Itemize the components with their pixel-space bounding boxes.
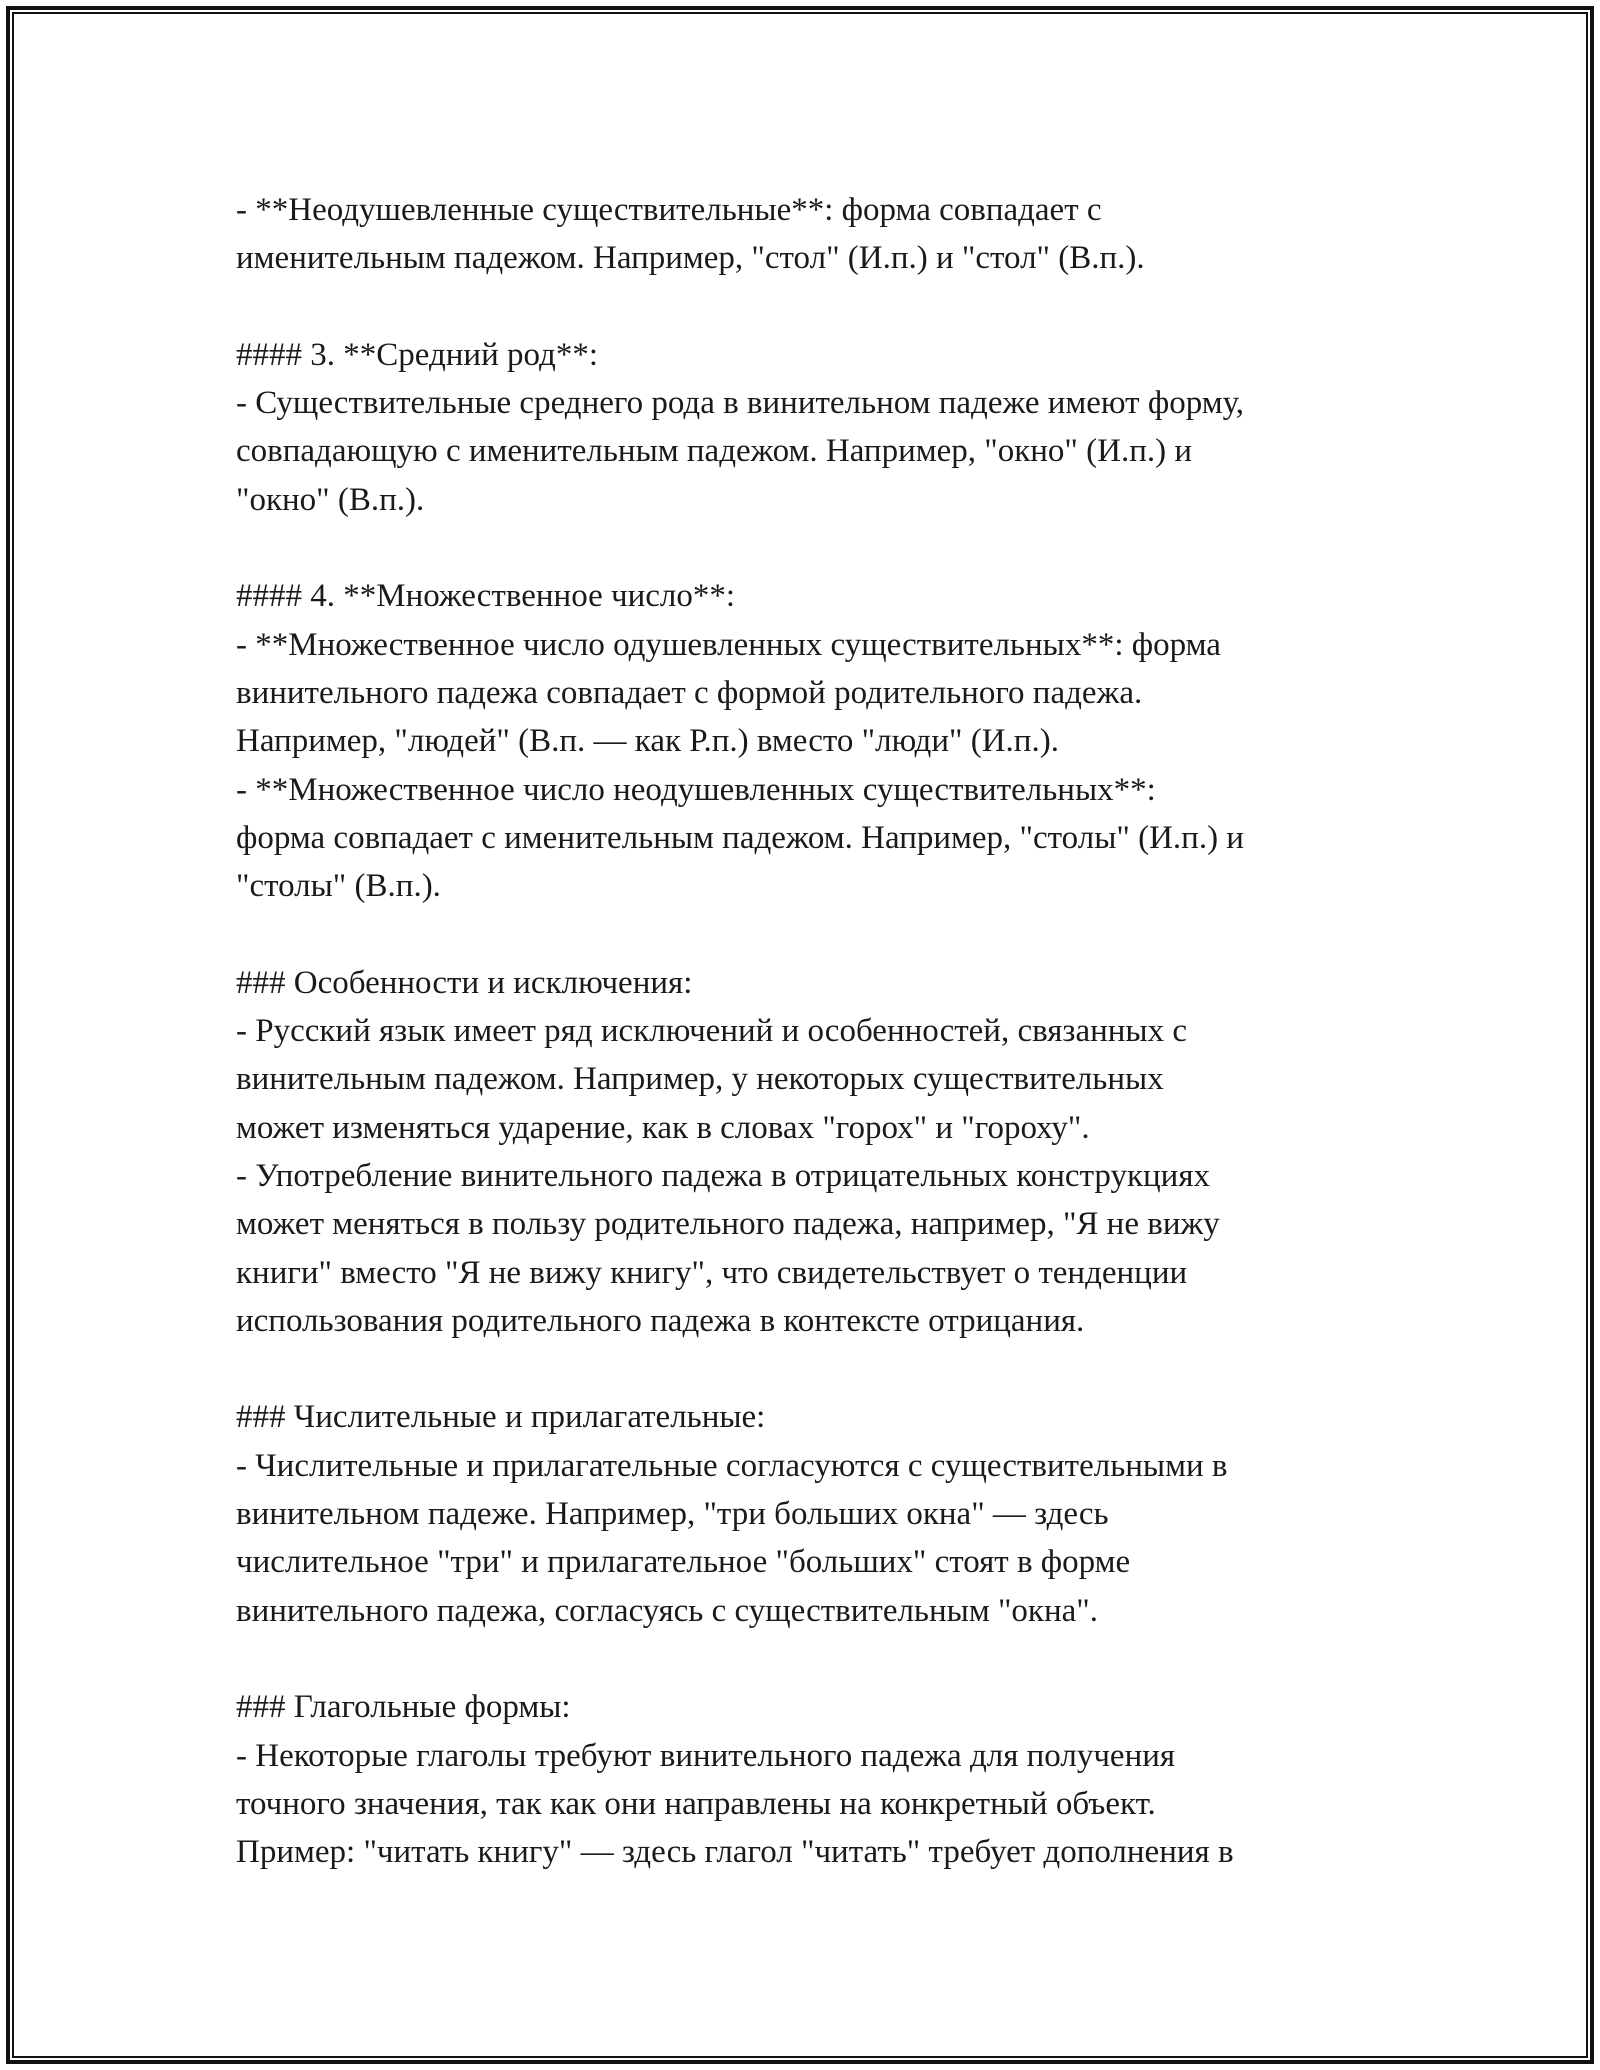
- text-line: - **Множественное число одушевленных существительных**: форма: [236, 626, 1221, 663]
- section-neuter-gender: [236, 331, 1386, 524]
- text-line: именительным падежом. Например, "стол" (И.п.) и "стол" (В.п.).: [236, 240, 1145, 277]
- document-body: [236, 186, 1386, 1925]
- text-line: книги" вместо "Я не вижу книгу", что свидетельствует о тенденции: [236, 1254, 1188, 1291]
- text-line: винительного падежа, согласуясь с существительным "окна".: [236, 1592, 1098, 1629]
- section-peculiarities: [236, 959, 1386, 1345]
- text-line: может меняться в пользу родительного падежа, например, "Я не вижу: [236, 1206, 1220, 1243]
- section-numerals-adjectives: [236, 1393, 1386, 1634]
- text-line: - Существительные среднего рода в винительном падеже имеют форму,: [236, 385, 1245, 422]
- text-line: может изменяться ударение, как в словах "горох" и "гороху".: [236, 1109, 1090, 1146]
- text-line: "окно" (В.п.).: [236, 481, 425, 518]
- section-heading: ### Глагольные формы:: [236, 1689, 571, 1726]
- text-line: совпадающую с именительным падежом. Например, "окно" (И.п.) и: [236, 433, 1193, 470]
- text-line: винительном падеже. Например, "три больших окна" — здесь: [236, 1496, 1109, 1533]
- text-line: - **Неодушевленные существительные**: форма совпадает с: [236, 192, 1102, 228]
- section-heading: ### Числительные и прилагательные:: [236, 1399, 766, 1436]
- text-line: - Русский язык имеет ряд исключений и особенностей, связанных с: [236, 1013, 1188, 1050]
- text-line: - Употребление винительного падежа в отрицательных конструкциях: [236, 1157, 1210, 1194]
- section-plural: [236, 572, 1386, 910]
- text-line: точного значения, так как они направлены на конкретный объект.: [236, 1785, 1156, 1822]
- text-line: - **Множественное число неодушевленных существительных**:: [236, 771, 1156, 808]
- text-line: Пример: "читать книгу" — здесь глагол "читать" требует дополнения в: [236, 1834, 1234, 1871]
- text-line: Например, "людей" (В.п. — как Р.п.) вместо "люди" (И.п.).: [236, 723, 1059, 760]
- text-line: винительным падежом. Например, у некоторых существительных: [236, 1061, 1164, 1098]
- paragraph-inanimate-nouns: [236, 186, 1386, 283]
- section-heading: ### Особенности и исключения:: [236, 964, 693, 1001]
- section-verb-forms: [236, 1683, 1386, 1876]
- text-line: винительного падежа совпадает с формой родительного падежа.: [236, 674, 1143, 711]
- section-heading: #### 4. **Множественное число**:: [236, 578, 736, 615]
- text-line: форма совпадает с именительным падежом. Например, "столы" (И.п.) и: [236, 819, 1244, 856]
- text-line: использования родительного падежа в контексте отрицания.: [236, 1302, 1085, 1339]
- text-line: числительное "три" и прилагательное "больших" стоят в форме: [236, 1544, 1131, 1581]
- text-line: - Некоторые глаголы требуют винительного падежа для получения: [236, 1737, 1176, 1774]
- section-heading: #### 3. **Средний род**:: [236, 336, 599, 373]
- text-line: "столы" (В.п.).: [236, 868, 441, 905]
- text-line: - Числительные и прилагательные согласуются с существительными в: [236, 1447, 1228, 1484]
